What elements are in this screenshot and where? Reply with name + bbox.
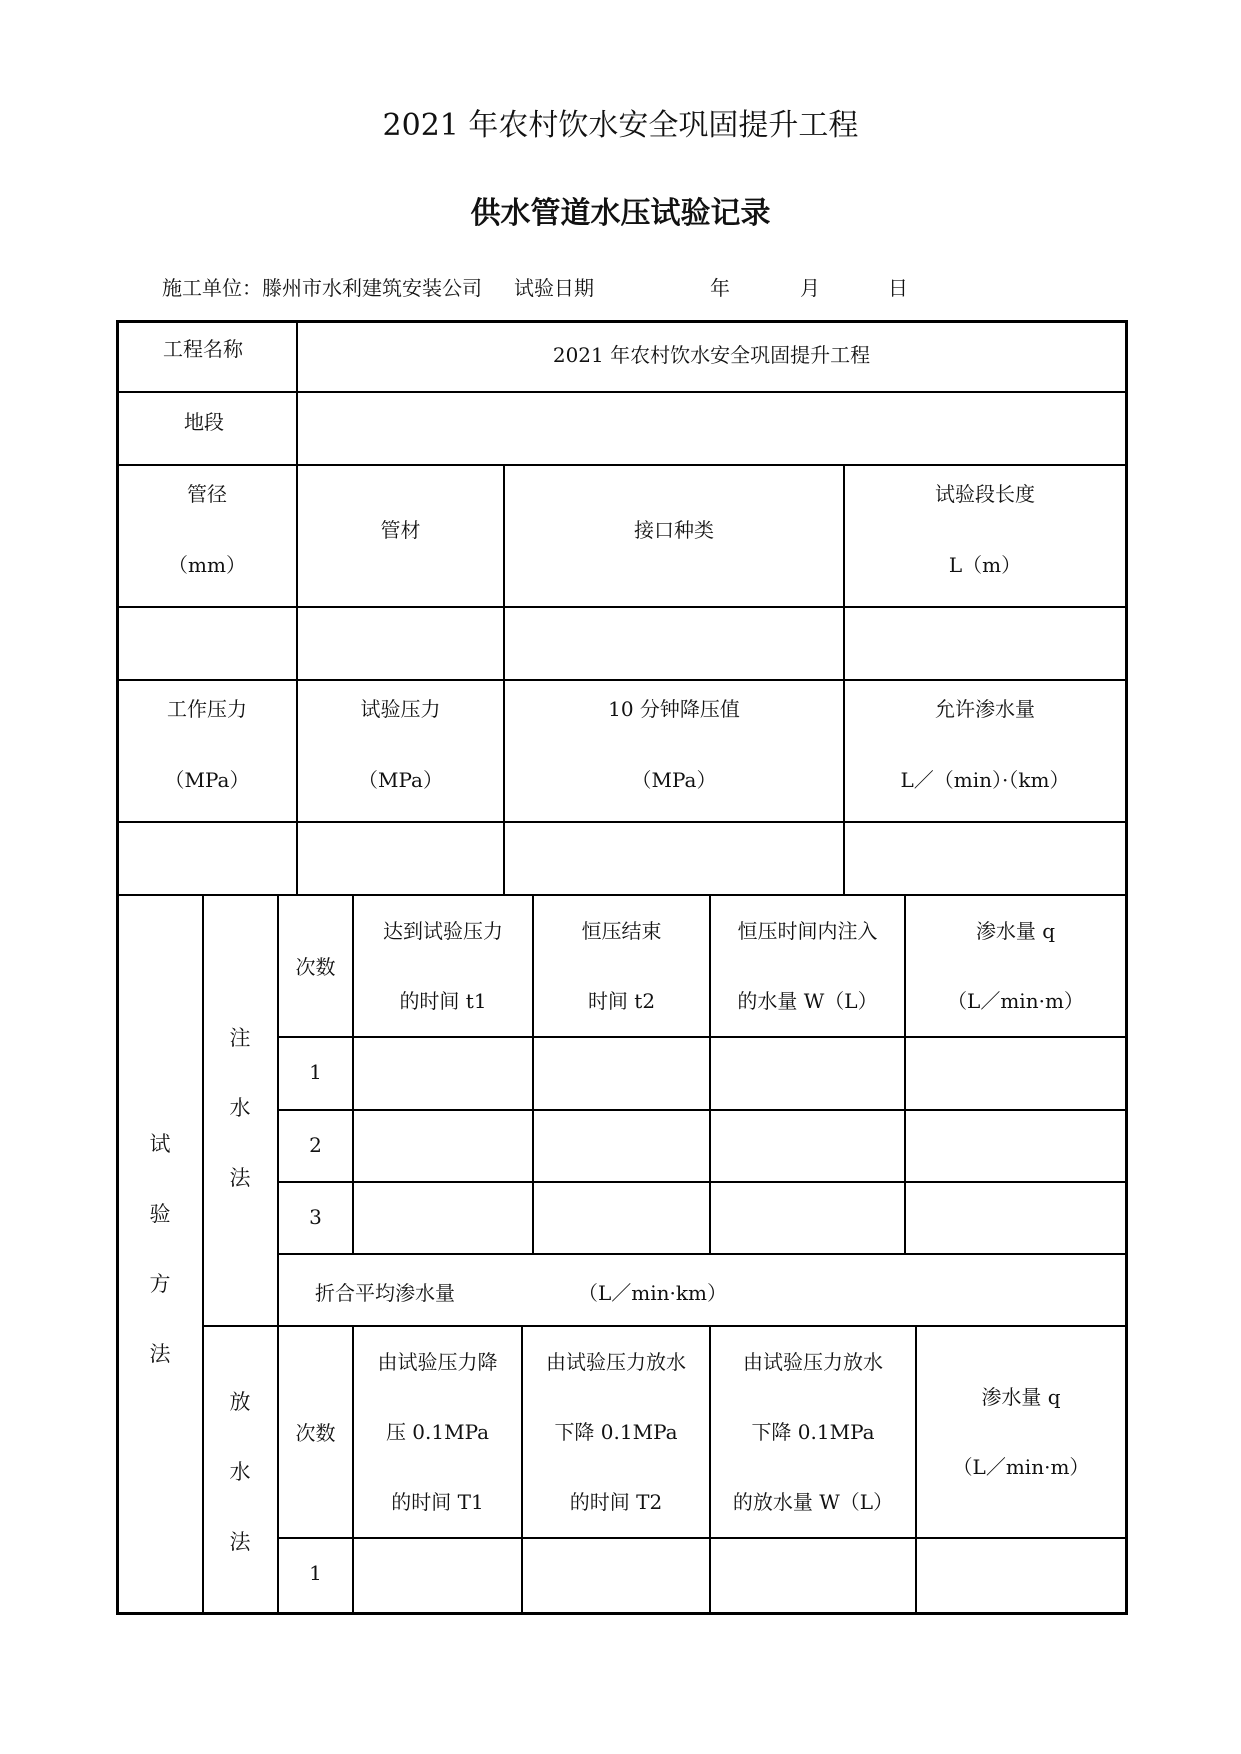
vline	[504, 678, 505, 681]
hline	[277, 1253, 1128, 1255]
vline	[904, 894, 906, 1255]
vline	[532, 894, 534, 1255]
pipe-diameter-label: 管径	[187, 482, 227, 506]
method-label-char: 试	[149, 1132, 171, 1156]
release-col1-line2: 压 0.1MPa	[385, 1420, 490, 1444]
allow-seepage-unit: L／（min）·（km）	[900, 768, 1070, 792]
joint-type-label: 接口种类	[634, 518, 714, 542]
pipe-diameter-unit: （mm）	[168, 553, 246, 577]
date-year: 年	[710, 276, 730, 300]
hline	[277, 1537, 1128, 1539]
release-col1-line1: 由试验压力降	[377, 1350, 498, 1374]
release-label-char: 放	[229, 1390, 251, 1414]
injection-col1-line1: 达到试验压力	[383, 919, 503, 943]
date-month: 月	[800, 276, 820, 300]
test-pressure-unit: （MPa）	[358, 768, 443, 792]
hline	[202, 1325, 1128, 1327]
test-date-label: 试验日期	[514, 276, 594, 300]
work-pressure-unit: （MPa）	[164, 768, 250, 792]
form-title: 供水管道水压试验记录	[470, 196, 771, 231]
hline	[116, 679, 1128, 681]
hline	[277, 1036, 1128, 1038]
injection-count-label: 次数	[295, 955, 336, 979]
injection-col3-line2: 的水量 W（L）	[737, 989, 878, 1013]
release-col2-line3: 的时间 T2	[569, 1490, 663, 1514]
test-length-unit: L（m）	[948, 553, 1022, 577]
drop-10min-label: 10 分钟降压值	[608, 697, 740, 721]
method-label-char: 方	[149, 1272, 171, 1296]
hline	[277, 1181, 1128, 1183]
project-name-label: 工程名称	[163, 337, 243, 361]
vline	[709, 894, 711, 1255]
project-title: 2021 年农村饮水安全巩固提升工程	[382, 108, 859, 143]
table-border-top	[116, 320, 1128, 323]
release-col4-line2: （L／min·m）	[952, 1455, 1090, 1479]
drop-10min-unit: （MPa）	[631, 768, 717, 792]
hline	[116, 391, 1128, 393]
method-label-char: 法	[149, 1342, 171, 1366]
release-count-label: 次数	[295, 1421, 336, 1445]
release-col3-line1: 由试验压力放水	[743, 1350, 883, 1374]
injection-col3-line1: 恒压时间内注入	[737, 919, 878, 943]
vline	[843, 464, 845, 896]
injection-col4-line2: （L／min·m）	[947, 989, 1084, 1013]
release-col3-line3: 的放水量 W（L）	[732, 1490, 894, 1514]
vline	[202, 894, 204, 1615]
injection-label-char: 法	[229, 1166, 251, 1190]
project-name-value: 2021 年农村饮水安全巩固提升工程	[552, 343, 871, 367]
hline	[116, 821, 1128, 823]
release-label-char: 法	[229, 1530, 251, 1554]
vline	[352, 894, 354, 1255]
table-border-right	[1125, 320, 1128, 1615]
release-label-char: 水	[229, 1460, 251, 1484]
pipe-material-label: 管材	[380, 518, 421, 542]
injection-label-char: 注	[229, 1026, 251, 1050]
method-label-char: 验	[149, 1202, 171, 1226]
injection-row-number: 1	[309, 1060, 322, 1084]
section-label: 地段	[184, 410, 224, 434]
hline	[116, 894, 1128, 896]
release-col3-line2: 下降 0.1MPa	[751, 1420, 875, 1444]
construction-unit: 施工单位：滕州市水利建筑安装公司	[162, 276, 482, 300]
average-seepage-unit: （L／min·km）	[578, 1281, 727, 1305]
date-day: 日	[888, 276, 908, 300]
injection-col1-line2: 的时间 t1	[399, 989, 487, 1013]
hline	[116, 606, 1128, 608]
injection-label-char: 水	[229, 1096, 251, 1120]
injection-col4-line1: 渗水量 q	[975, 919, 1056, 943]
hline	[116, 464, 1128, 466]
hline	[277, 1109, 1128, 1111]
release-row-number: 1	[309, 1561, 322, 1585]
injection-row-number: 3	[309, 1205, 322, 1229]
work-pressure-label: 工作压力	[167, 697, 247, 721]
injection-col2-line1: 恒压结束	[581, 919, 662, 943]
release-col4-line1: 渗水量 q	[981, 1385, 1061, 1409]
injection-col2-line2: 时间 t2	[587, 989, 656, 1013]
test-pressure-label: 试验压力	[360, 697, 441, 721]
average-seepage-label: 折合平均渗水量	[315, 1281, 455, 1305]
test-length-label: 试验段长度	[935, 482, 1035, 506]
table-border-bottom	[116, 1612, 1128, 1615]
allow-seepage-label: 允许渗水量	[935, 697, 1035, 721]
table-border-left	[116, 320, 119, 1615]
release-col1-line3: 的时间 T1	[391, 1490, 484, 1514]
release-col2-line2: 下降 0.1MPa	[554, 1420, 678, 1444]
release-col2-line1: 由试验压力放水	[546, 1350, 686, 1374]
injection-row-number: 2	[309, 1133, 322, 1157]
vline	[296, 320, 298, 896]
